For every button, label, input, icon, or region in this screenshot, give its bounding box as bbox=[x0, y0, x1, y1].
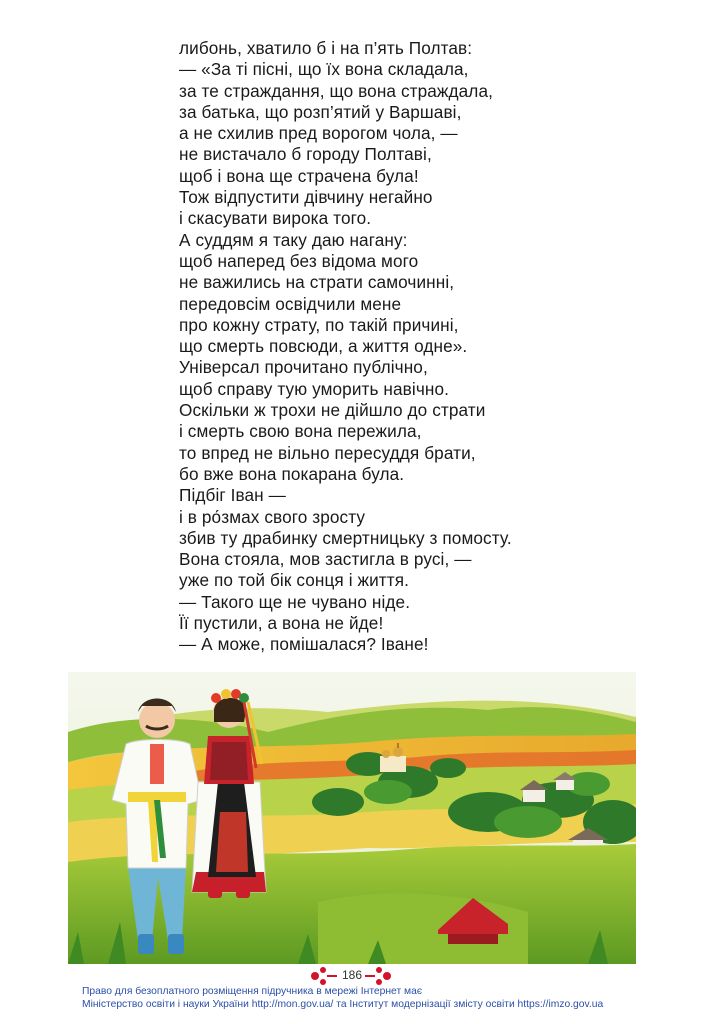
poem-line: — А може, помішалася? Іване! bbox=[179, 634, 429, 655]
poem-line: либонь, хватило б і на п’ять Полтав: bbox=[179, 38, 473, 58]
poem-line: не вистачало б городу Полтаві, bbox=[179, 144, 432, 165]
poem-line: щоб справу тую уморить навічно. bbox=[179, 378, 450, 399]
poem-line: не важились на страти самочинні, bbox=[179, 272, 455, 293]
page-number: 186 bbox=[341, 968, 363, 982]
poem-line: що смерть повсюди, а життя одне». bbox=[179, 336, 468, 357]
poem-line: бо вже вона покарана була. bbox=[179, 463, 405, 484]
poem-line: щоб і вона ще страчена була! bbox=[179, 165, 419, 186]
poem-line: Вона стояла, мов застигла в русі, — bbox=[179, 549, 472, 570]
poem-line: збив ту драбинку смертницьку з помосту. bbox=[179, 527, 512, 548]
poem-line: а не схилив пред ворогом чола, — bbox=[179, 123, 458, 144]
poem-line: щоб наперед без відома мого bbox=[179, 250, 419, 271]
poem-line: про кожну страту, по такій причині, bbox=[179, 314, 459, 335]
poem-line: то впред не вільно пересуддя брати, bbox=[179, 442, 476, 463]
poem-line: А суддям я таку даю нагану: bbox=[179, 229, 408, 250]
poem-line: Її пустили, а вона не йде! bbox=[179, 613, 384, 634]
poem-line: передовсім освідчили мене bbox=[179, 293, 402, 314]
poem-line: і скасувати вирока того. bbox=[179, 208, 372, 229]
poem-line: за батька, що розп’ятий у Варшаві, bbox=[179, 101, 462, 122]
footer-line-1: Право для безоплатного розміщення підручника в мережі Інтернет має bbox=[82, 986, 423, 997]
footer-notice bbox=[82, 985, 642, 1011]
poem-line: Підбіг Іван — bbox=[179, 485, 286, 506]
landscape-illustration bbox=[68, 672, 636, 964]
page-number-area bbox=[0, 966, 704, 986]
poem-line: і смерть свою вона пережила, bbox=[179, 421, 422, 442]
poem-line: Тож відпустити дівчину негайно bbox=[179, 187, 433, 208]
poem-line: Оскільки ж трохи не дійшло до страти bbox=[179, 400, 486, 421]
poem-line: Універсал прочитано публічно, bbox=[179, 357, 428, 378]
poem-line: і в ро́змах свого зросту bbox=[179, 506, 366, 527]
poem-text bbox=[179, 38, 599, 656]
poem-line: уже по той бік сонця і життя. bbox=[179, 570, 410, 591]
poem-line: за те страждання, що вона страждала, bbox=[179, 80, 493, 101]
poem-line: — Такого ще не чувано ніде. bbox=[179, 591, 411, 612]
poem-line: — «За ті пісні, що їх вона складала, bbox=[179, 59, 469, 80]
footer-line-2: Міністерство освіти і науки України http://mon.gov.ua/ та Інститут модернізації змісту освіти https://imzo.gov.ua bbox=[82, 999, 604, 1010]
